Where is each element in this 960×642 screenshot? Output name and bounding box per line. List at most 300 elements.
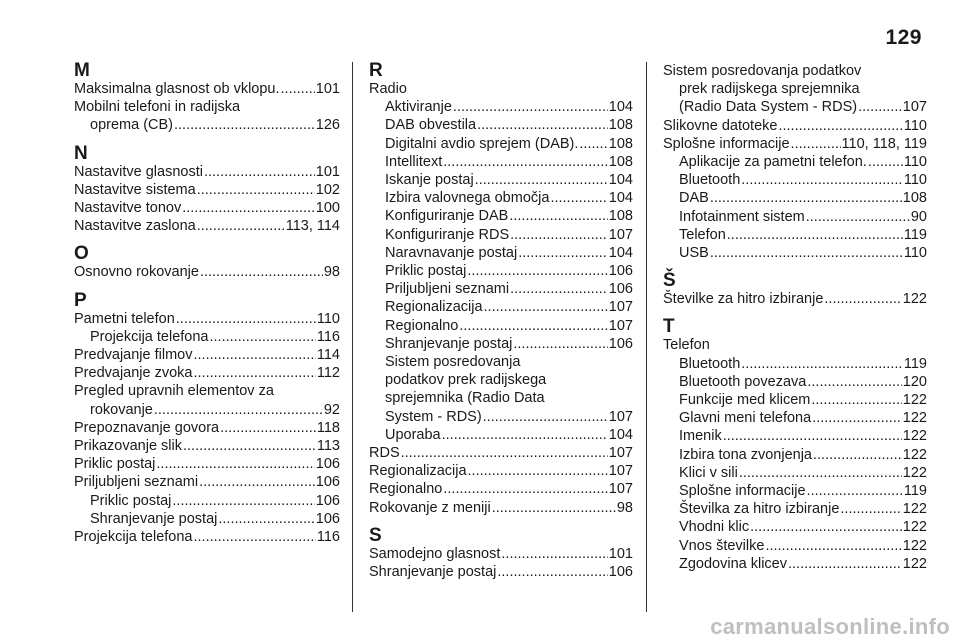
index-line	[74, 346, 340, 364]
entry-term: USB	[679, 245, 709, 262]
entry-term: Regionalizacija	[369, 463, 467, 480]
dot-leader	[174, 116, 315, 134]
page-reference: 106	[315, 456, 340, 473]
index-entry	[369, 462, 633, 480]
index-line	[369, 280, 633, 298]
page-reference: 119	[903, 355, 927, 372]
index-entry	[74, 263, 340, 281]
index-line	[663, 80, 927, 98]
entry-term: Glavni meni telefona	[679, 410, 812, 427]
entry-term: Prikazovanje slik	[74, 438, 182, 455]
page-reference: 107	[608, 317, 633, 334]
dot-leader	[813, 446, 902, 464]
index-line	[74, 382, 340, 400]
index-line	[74, 528, 340, 546]
entry-term: Bluetooth	[679, 355, 741, 372]
index-group	[74, 142, 340, 236]
index-letter-heading: R	[369, 60, 383, 81]
index-entry	[74, 528, 340, 546]
dot-leader	[765, 537, 901, 555]
dot-leader	[579, 135, 607, 153]
dot-leader	[200, 263, 323, 281]
entry-term: prek radijskega sprejemnika	[679, 81, 860, 98]
index-entry	[74, 455, 340, 473]
dot-leader	[475, 171, 608, 189]
index-line	[663, 555, 927, 573]
watermark: carmanualsonline.info	[710, 614, 950, 639]
index-entry	[369, 262, 633, 280]
index-line	[369, 317, 633, 335]
index-entry	[369, 353, 633, 426]
page-reference: 102	[315, 181, 340, 198]
page-reference: 116	[316, 328, 340, 345]
index-entry	[369, 545, 633, 563]
index-entry	[369, 317, 633, 335]
entry-term: Številke za hitro izbiranje	[663, 291, 824, 308]
entry-term: oprema (CB)	[90, 117, 173, 134]
page-reference: 106	[608, 564, 633, 581]
page-reference: 107	[608, 445, 633, 462]
dot-leader	[197, 181, 315, 199]
entry-term: Funkcije med klicem	[679, 392, 811, 409]
dot-leader	[483, 408, 608, 426]
entry-term: Nastavitve tonov	[74, 200, 182, 217]
page-reference: 104	[608, 172, 633, 189]
dot-leader	[199, 473, 315, 491]
dot-leader	[807, 482, 903, 500]
index-line	[74, 116, 340, 134]
entry-term: Priklic postaj	[90, 492, 172, 509]
index-entry	[369, 426, 633, 444]
index-entry	[663, 62, 927, 117]
dot-leader	[727, 226, 903, 244]
dot-leader	[723, 427, 902, 445]
index-line	[369, 262, 633, 280]
page-reference: 120	[902, 373, 927, 390]
entry-term: Iskanje postaj	[385, 172, 474, 189]
entry-term: Bluetooth povezava	[679, 373, 807, 390]
entry-term: Izbira valovnega območja	[385, 190, 550, 207]
dot-leader	[442, 426, 608, 444]
page-reference: 113	[316, 438, 340, 455]
index-letter-heading: O	[74, 243, 89, 265]
page-reference: 108	[608, 117, 633, 134]
entry-term: Nastavitve sistema	[74, 181, 196, 198]
entry-term: Številka za hitro izbiranje	[679, 501, 840, 518]
entry-term: Priljubljeni seznami	[74, 474, 199, 491]
dot-leader	[710, 189, 902, 207]
page-reference: 110	[903, 172, 927, 189]
index-line	[663, 537, 927, 555]
page-reference: 110	[903, 117, 927, 134]
index-entry	[74, 310, 340, 328]
index-line	[369, 207, 633, 225]
entry-term: Nastavitve zaslona	[74, 218, 196, 235]
entry-term: Slikovne datoteke	[663, 117, 778, 134]
index-entry	[74, 364, 340, 382]
index-line	[663, 171, 927, 189]
dot-leader	[501, 545, 607, 563]
dot-leader	[812, 409, 902, 427]
index-line	[74, 163, 340, 181]
entry-term: Konfiguriranje DAB	[385, 208, 509, 225]
dot-leader	[778, 117, 902, 135]
dot-leader	[467, 262, 607, 280]
dot-leader	[868, 153, 903, 171]
entry-term: Shranjevanje postaj	[385, 335, 513, 352]
index-entry	[663, 482, 927, 500]
index-group	[74, 62, 340, 135]
index-group	[369, 524, 633, 581]
index-line	[74, 181, 340, 199]
index-line	[74, 492, 340, 510]
page-reference: 122	[902, 291, 927, 308]
index-entry	[74, 419, 340, 437]
page-reference: 106	[608, 281, 633, 298]
index-line	[369, 563, 633, 581]
index-line	[369, 171, 633, 189]
entry-term: Telefon	[679, 226, 726, 243]
dot-leader	[858, 98, 902, 116]
entry-term: Nastavitve glasnosti	[74, 163, 203, 180]
page-reference: 106	[315, 492, 340, 509]
index-letter-heading: N	[74, 142, 88, 164]
entry-term: sprejemnika (Radio Data	[385, 390, 545, 407]
page-reference: 126	[315, 117, 340, 134]
index-line	[663, 135, 927, 153]
index-line	[74, 199, 340, 217]
index-line	[74, 263, 340, 281]
dot-leader	[468, 462, 608, 480]
index-line	[74, 80, 340, 98]
index-entry	[74, 217, 340, 235]
index-entry	[663, 189, 927, 207]
column-divider	[646, 62, 647, 612]
entry-term: (Radio Data System - RDS)	[679, 99, 858, 116]
page-reference: 119	[903, 226, 927, 243]
index-entry	[663, 171, 927, 189]
entry-term: Konfiguriranje RDS	[385, 226, 510, 243]
dot-leader	[788, 555, 902, 573]
index-line	[663, 117, 927, 135]
dot-leader	[510, 226, 608, 244]
page-reference: 108	[902, 190, 927, 207]
page-reference: 108	[608, 153, 633, 170]
index-entry	[74, 346, 340, 364]
dot-leader	[459, 317, 607, 335]
index-line	[74, 419, 340, 437]
index-line	[369, 426, 633, 444]
entry-term: Infotainment sistem	[679, 208, 805, 225]
page-reference: 108	[608, 208, 633, 225]
index-entry	[663, 446, 927, 464]
index-group	[74, 289, 340, 547]
index-line	[74, 364, 340, 382]
index-entry	[74, 473, 340, 491]
page-reference: 108	[608, 135, 633, 152]
page-reference: 98	[616, 499, 633, 516]
index-line	[663, 464, 927, 482]
dot-leader	[220, 419, 316, 437]
entry-term: DAB obvestila	[385, 117, 477, 134]
index-line	[74, 455, 340, 473]
index-line	[369, 499, 633, 517]
index-entry	[369, 98, 633, 116]
index-entry	[369, 207, 633, 225]
entry-term: Digitalni avdio sprejem (DAB).	[385, 135, 579, 152]
index-line	[663, 518, 927, 536]
dot-leader	[497, 563, 607, 581]
index-line	[663, 189, 927, 207]
page-reference: 106	[315, 474, 340, 491]
index-line	[74, 401, 340, 419]
dot-leader	[824, 290, 901, 308]
index-line	[663, 373, 927, 391]
index-entry	[74, 199, 340, 217]
index-entry	[663, 244, 927, 262]
entry-term: Uporaba	[385, 426, 441, 443]
dot-leader	[513, 335, 607, 353]
entry-term: Telefon	[663, 337, 710, 354]
index-entry	[663, 208, 927, 226]
dot-leader	[154, 401, 323, 419]
dot-leader	[484, 298, 608, 316]
index-letter-heading: S	[369, 524, 382, 546]
index-line	[369, 335, 633, 353]
page-reference: 107	[608, 408, 633, 425]
index-line	[74, 510, 340, 528]
dot-leader	[806, 208, 910, 226]
dot-leader	[509, 207, 607, 225]
index-entry	[663, 555, 927, 573]
dot-leader	[550, 189, 607, 207]
index-group	[663, 62, 927, 262]
index-entry	[74, 98, 340, 134]
dot-leader	[182, 199, 315, 217]
dot-leader	[710, 244, 903, 262]
index-entry	[74, 437, 340, 455]
dot-leader	[741, 171, 903, 189]
index-line	[74, 328, 340, 346]
entry-term: Intellitext	[385, 153, 443, 170]
index-entry	[369, 153, 633, 171]
index-entry	[74, 163, 340, 181]
page-reference: 122	[902, 501, 927, 518]
entry-term: Aktiviranje	[385, 99, 452, 116]
dot-leader	[477, 116, 608, 134]
dot-leader	[210, 328, 316, 346]
page-reference: 122	[902, 537, 927, 554]
index-entry	[663, 373, 927, 391]
index-line	[663, 290, 927, 308]
index-letter-heading: M	[74, 60, 90, 81]
index-line	[369, 80, 633, 98]
dot-leader	[172, 492, 314, 510]
dot-leader	[453, 98, 608, 116]
dot-leader	[401, 444, 608, 462]
index-line	[663, 336, 927, 354]
entry-term: Pregled upravnih elementov za	[74, 383, 274, 400]
entry-term: Splošne informacije	[679, 483, 806, 500]
page-reference: 104	[608, 99, 633, 116]
index-line	[369, 480, 633, 498]
entry-term: podatkov prek radijskega	[385, 372, 547, 389]
index-entry	[369, 226, 633, 244]
page-reference: 110, 118, 119	[841, 135, 927, 152]
page-reference: 107	[608, 481, 633, 498]
index-line	[663, 409, 927, 427]
entry-term: Rokovanje z meniji	[369, 499, 491, 516]
index-line	[369, 545, 633, 563]
page-reference: 101	[315, 163, 340, 180]
entry-term: Maksimalna glasnost ob vklopu.	[74, 81, 280, 97]
entry-term: Izbira tona zvonjenja	[679, 446, 812, 463]
entry-term: Priklic postaj	[385, 263, 467, 280]
index-line	[663, 391, 927, 409]
index-line	[369, 389, 633, 407]
page-reference: 104	[608, 190, 633, 207]
index-line	[663, 446, 927, 464]
index-group	[663, 318, 927, 573]
entry-term: Shranjevanje postaj	[369, 564, 497, 581]
index-entry	[369, 135, 633, 153]
index-line	[369, 98, 633, 116]
column-divider	[352, 62, 353, 612]
index-entry	[663, 336, 927, 354]
page-reference: 101	[608, 545, 633, 562]
page-reference: 101	[315, 81, 340, 97]
entry-term: Predvajanje filmov	[74, 347, 193, 364]
index-entry	[74, 510, 340, 528]
entry-term: Vnos številke	[679, 537, 765, 554]
page-reference: 122	[902, 410, 927, 427]
entry-term: Regionalno	[385, 317, 459, 334]
page-reference: 119	[903, 483, 927, 500]
page-reference: 104	[608, 426, 633, 443]
page-reference: 110	[903, 154, 927, 171]
index-line	[369, 444, 633, 462]
page-reference: 122	[902, 446, 927, 463]
index-group	[663, 272, 927, 308]
dot-leader	[518, 244, 608, 262]
index-line	[74, 473, 340, 491]
index-entry	[663, 117, 927, 135]
index-letter-heading: T	[663, 316, 675, 338]
index-entry	[74, 382, 340, 418]
dot-leader	[840, 500, 901, 518]
index-group	[369, 62, 633, 517]
dot-leader	[807, 373, 901, 391]
entry-term: Regionalno	[369, 481, 443, 498]
dot-leader	[741, 355, 903, 373]
dot-leader	[194, 364, 316, 382]
dot-leader	[156, 455, 314, 473]
index-line	[663, 500, 927, 518]
index-entry	[369, 563, 633, 581]
index-letter-heading: Š	[663, 270, 676, 292]
index-entry	[663, 500, 927, 518]
index-column-1	[74, 62, 340, 546]
entry-term: Aplikacije za pametni telefon.	[679, 154, 867, 171]
entry-term: Mobilni telefoni in radijska	[74, 99, 241, 116]
index-entry	[369, 189, 633, 207]
page-number: 129	[885, 26, 922, 49]
page-reference: 110	[903, 245, 927, 262]
entry-term: Projekcija telefona	[90, 328, 209, 345]
dot-leader	[281, 80, 315, 98]
entry-term: Projekcija telefona	[74, 529, 193, 546]
index-line	[369, 244, 633, 262]
entry-term: Prepoznavanje govora	[74, 419, 220, 436]
index-entry	[369, 116, 633, 134]
entry-term: Klici v sili	[679, 464, 738, 481]
entry-term: Bluetooth	[679, 172, 741, 189]
dot-leader	[183, 437, 316, 455]
dot-leader	[197, 217, 285, 235]
entry-term: Shranjevanje postaj	[90, 510, 218, 527]
index-line	[74, 98, 340, 116]
page-reference: 113, 114	[285, 218, 340, 235]
page-reference: 107	[608, 463, 633, 480]
index-line	[663, 427, 927, 445]
index-entry	[369, 80, 633, 98]
index-entry	[663, 464, 927, 482]
entry-term: Sistem posredovanja podatkov	[663, 63, 862, 79]
page-reference: 107	[608, 299, 633, 316]
page-reference: 114	[316, 347, 340, 364]
index-entry	[663, 537, 927, 555]
index-line	[74, 437, 340, 455]
dot-leader	[443, 153, 608, 171]
index-line	[74, 217, 340, 235]
page-reference: 112	[316, 365, 340, 382]
index-line	[369, 298, 633, 316]
page-reference: 90	[910, 208, 927, 225]
page-reference: 106	[608, 335, 633, 352]
entry-term: Osnovno rokovanje	[74, 264, 199, 281]
index-entry	[663, 355, 927, 373]
entry-term: Imenik	[679, 428, 722, 445]
page-reference: 107	[902, 99, 927, 116]
index-entry	[663, 409, 927, 427]
index-entry	[369, 499, 633, 517]
entry-term: Regionalizacija	[385, 299, 483, 316]
dot-leader	[811, 391, 901, 409]
index-entry	[369, 298, 633, 316]
index-line	[663, 208, 927, 226]
entry-term: Sistem posredovanja	[385, 354, 521, 371]
index-line	[369, 462, 633, 480]
index-line	[369, 116, 633, 134]
index-letter-heading: P	[74, 289, 87, 311]
index-entry	[74, 328, 340, 346]
index-entry	[369, 171, 633, 189]
dot-leader	[193, 346, 315, 364]
index-column-3	[663, 62, 927, 573]
index-entry	[663, 391, 927, 409]
dot-leader	[492, 499, 616, 517]
dot-leader	[791, 135, 841, 153]
dot-leader	[739, 464, 902, 482]
index-line	[663, 98, 927, 116]
entry-term: Pametni telefon	[74, 310, 175, 327]
page-reference: 122	[902, 392, 927, 409]
index-entry	[663, 290, 927, 308]
entry-term: Vhodni klic	[679, 519, 750, 536]
page-reference: 122	[902, 555, 927, 572]
entry-term: rokovanje	[90, 401, 153, 418]
entry-term: Zgodovina klicev	[679, 555, 787, 572]
